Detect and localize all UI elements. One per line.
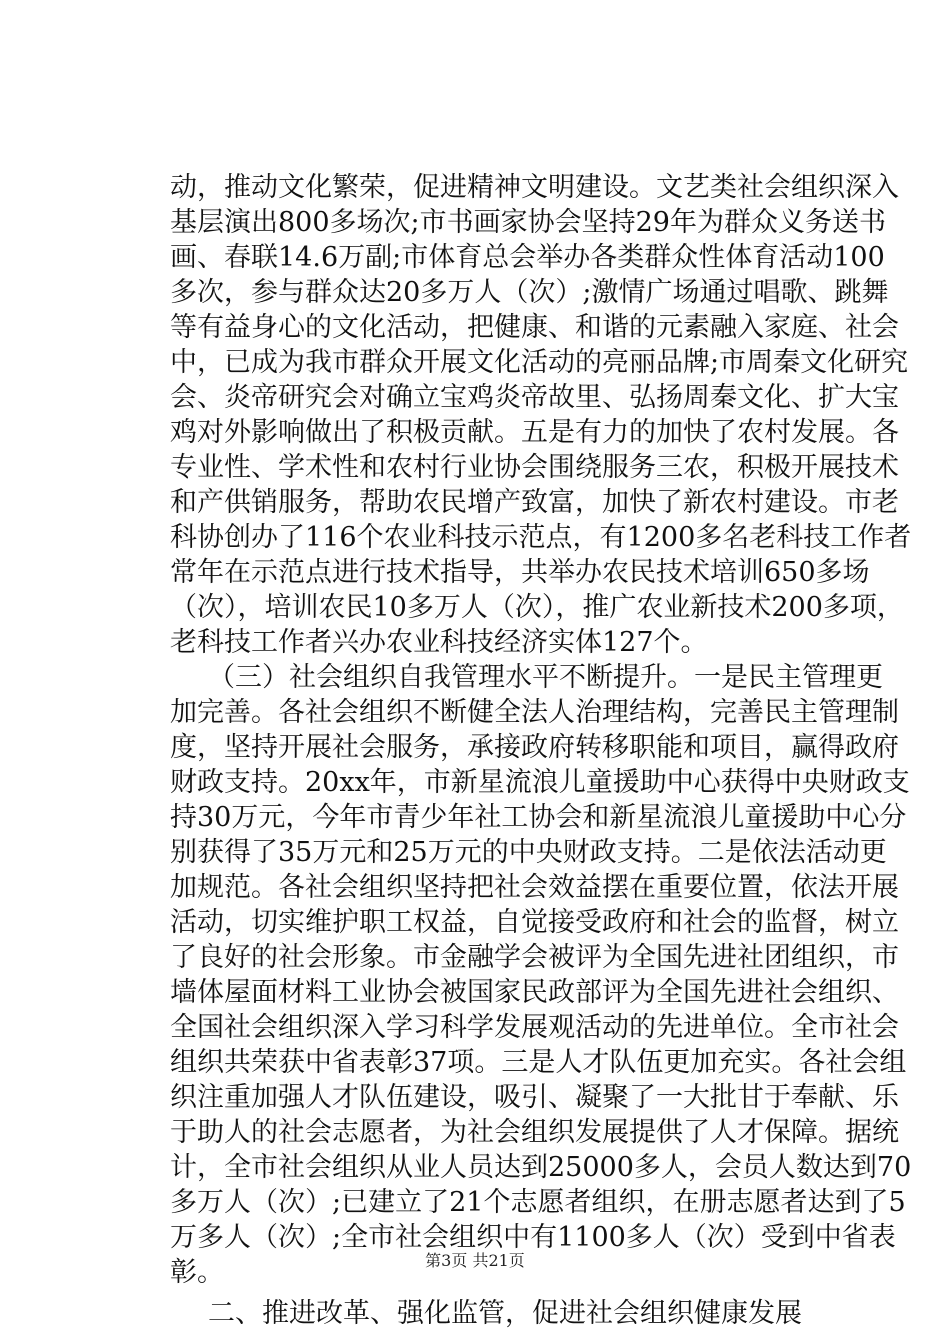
text-line: 织注重加强人才队伍建设，吸引、凝聚了一大批甘于奉献、乐	[170, 1082, 899, 1113]
text-line: 持30万元，今年市青少年社工协会和新星流浪儿童援助中心分	[170, 802, 907, 833]
text-line: 专业性、学术性和农村行业协会围绕服务三农，积极开展技术	[170, 452, 899, 483]
text-line: 了良好的社会形象。市金融学会被评为全国先进社团组织，市	[170, 942, 899, 973]
section-heading-line: （三）社会组织自我管理水平不断提升。一是民主管理更	[208, 662, 883, 693]
text-line: 度，坚持开展社会服务，承接政府转移职能和项目，赢得政府	[170, 732, 899, 763]
text-line: 墙体屋面材料工业协会被国家民政部评为全国先进社会组织、	[170, 977, 899, 1008]
text-line: 财政支持。20xx年，市新星流浪儿童援助中心获得中央财政支	[170, 767, 910, 798]
text-line: （次），培训农民10多万人（次），推广农业新技术200多项，	[170, 592, 904, 623]
text-line: 鸡对外影响做出了积极贡献。五是有力的加快了农村发展。各	[170, 417, 899, 448]
text-line: 别获得了35万元和25万元的中央财政支持。二是依法活动更	[170, 837, 887, 868]
text-line: 等有益身心的文化活动，把健康、和谐的元素融入家庭、社会	[170, 312, 899, 343]
text-line: 和产供销服务，帮助农民增产致富，加快了新农村建设。市老	[170, 487, 899, 518]
text-line: 常年在示范点进行技术指导，共举办农民技术培训650多场	[170, 557, 870, 588]
text-line: 画、春联14.6万副;市体育总会举办各类群众性体育活动100	[170, 242, 885, 273]
text-line: 彰。	[170, 1257, 224, 1288]
text-line: 加完善。各社会组织不断健全法人治理结构，完善民主管理制	[170, 697, 899, 728]
text-line: 于助人的社会志愿者，为社会组织发展提供了人才保障。据统	[170, 1117, 899, 1148]
page-number-footer: 第3页 共21页	[425, 1251, 525, 1270]
text-line: 科协创办了116个农业科技示范点，有1200多名老科技工作者	[170, 522, 912, 553]
text-line: 多次，参与群众达20多万人（次）;激情广场通过唱歌、跳舞	[170, 277, 889, 308]
text-line: 加规范。各社会组织坚持把社会效益摆在重要位置，依法开展	[170, 872, 899, 903]
text-line: 计，全市社会组织从业人员达到25000多人，会员人数达到70	[170, 1152, 912, 1183]
text-line: 老科技工作者兴办农业科技经济实体127个。	[170, 627, 708, 658]
text-line: 活动，切实维护职工权益，自觉接受政府和社会的监督，树立	[170, 907, 899, 938]
text-line: 全国社会组织深入学习科学发展观活动的先进单位。全市社会	[170, 1012, 899, 1043]
text-line: 多万人（次）;已建立了21个志愿者组织，在册志愿者达到了5	[170, 1187, 906, 1218]
text-line: 基层演出800多场次;市书画家协会坚持29年为群众义务送书	[170, 207, 886, 238]
text-line: 组织共荣获中省表彰37项。三是人才队伍更加充实。各社会组	[170, 1047, 907, 1078]
section-heading-line: 二、推进改革、强化监管，促进社会组织健康发展	[208, 1298, 802, 1329]
text-line: 动，推动文化繁荣，促进精神文明建设。文艺类社会组织深入	[170, 172, 899, 203]
text-line: 万多人（次）;全市社会组织中有1100多人（次）受到中省表	[170, 1222, 896, 1253]
text-line: 中，已成为我市群众开展文化活动的亮丽品牌;市周秦文化研究	[170, 347, 909, 378]
text-line: 会、炎帝研究会对确立宝鸡炎帝故里、弘扬周秦文化、扩大宝	[170, 382, 899, 413]
